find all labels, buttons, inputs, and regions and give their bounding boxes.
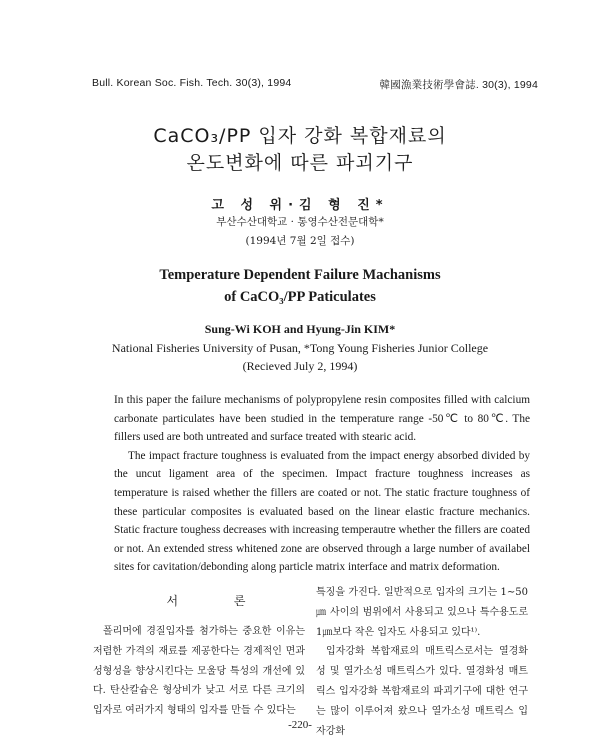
english-title-line1: Temperature Dependent Failure Machanisms bbox=[159, 267, 441, 283]
english-authors: Sung-Wi KOH and Hyung-Jin KIM* bbox=[204, 322, 396, 336]
section-heading-introduction: 서 론 bbox=[166, 594, 272, 608]
body-paragraph: 입자강화 복합재료의 매트릭스로서는 열경화성 및 열가소성 매트릭스가 있다. 열경화성 매트릭스 입자강화 복합재료의 파괴기구에 대한 연구는 많이 이루어져 왔으나 열가소성 매트릭스 입자강화 bbox=[316, 646, 528, 737]
journal-header-english: Bull. Korean Soc. Fish. Tech. 30(3), 1994 bbox=[92, 77, 292, 89]
body-right-column bbox=[316, 583, 528, 741]
korean-authors: 고 성 위·김 형 진* bbox=[211, 198, 389, 213]
korean-title-line2: 온도변화에 따른 파괴기구 bbox=[186, 152, 414, 174]
abstract-paragraph-1: In this paper the failure mechanisms of polypropylene resin composites filled with calcium carbonate particulates have been studied in the temperature range -50℃ to 80℃. The fillers used are both untreated and surface treated with stearic acid. bbox=[114, 394, 530, 444]
body-paragraph: 폴리머에 경질입자를 첨가하는 중요한 이유는 저렴한 가격의 재료를 제공한다는 경제적인 면과 성형성을 향상시킨다는 모울당 특성의 개선에 있다. 탄산칼슘은 형상비가 낮고 서로 다른 크기의 입자로 여러가지 형태의 입자를 만들 수 있다는 bbox=[93, 626, 305, 717]
body-left-column bbox=[93, 622, 305, 721]
korean-title-line1: CaCO₃/PP 입자 강화 복합재료의 bbox=[153, 125, 447, 147]
english-title-line2: of CaCO₃/PP Paticulates bbox=[224, 289, 376, 305]
abstract bbox=[114, 391, 530, 577]
korean-affiliation: 부산수산대학교 · 통영수산전문대학* bbox=[216, 216, 384, 228]
korean-received-date: (1994년 7월 2일 접수) bbox=[245, 235, 355, 247]
page-number: -220- bbox=[288, 719, 312, 731]
journal-header-korean: 韓國漁業技術學會誌. 30(3), 1994 bbox=[379, 79, 538, 91]
abstract-paragraph-2: The impact fracture toughness is evaluated from the impact energy absorbed divided by the uncut ligament area of the specimen. Impact fracture toughness increases as temperature is raised whether the fillers are coated or not. The static fracture toughness of these particular composites is evaluated based on the linear elastic fracture mechanics. Static fracture toughess decreases with increasing temperautre whether the fillers are coated or not. An extended stress whitened zone are observed through a large number of availabel sites for cavitation/debonding along particle matrix interface and matrix deformation. bbox=[114, 449, 530, 574]
english-affiliation: National Fisheries University of Pusan, *Tong Young Fisheries Junior College bbox=[111, 341, 489, 355]
body-paragraph-continued: 특징을 가진다. 일반적으로 입자의 크기는 1∼50㎛ 사이의 범위에서 사용되고 있으나 특수용도로 1㎛보다 작은 입자도 사용되고 있다¹⁾. bbox=[316, 587, 528, 638]
english-received-date: (Recieved July 2, 1994) bbox=[242, 359, 358, 373]
